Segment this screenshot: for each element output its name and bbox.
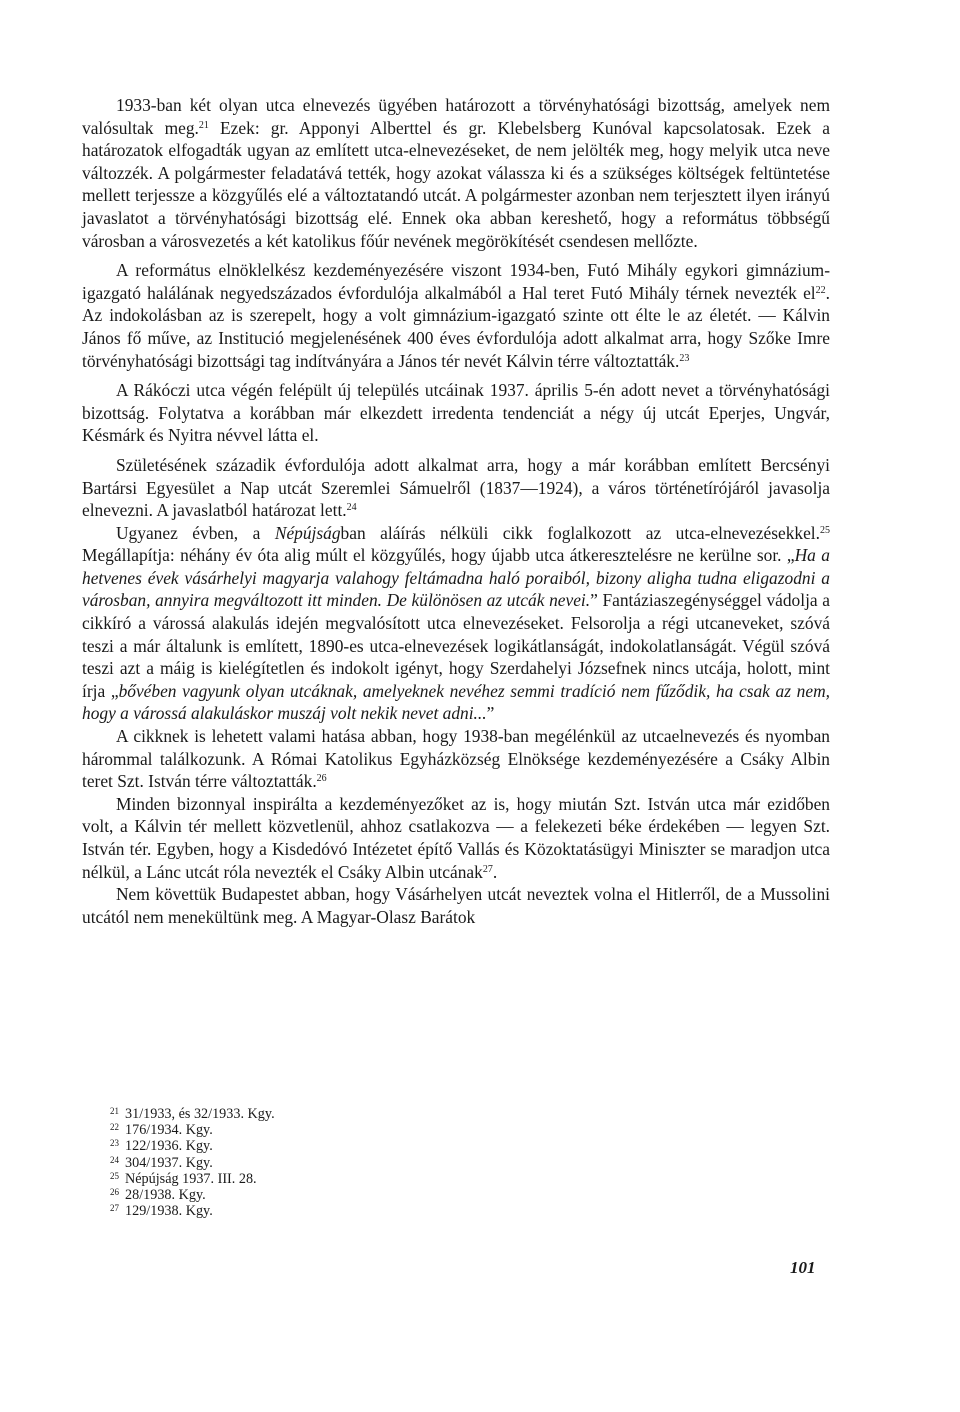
page-number: 101 (790, 1258, 816, 1277)
footnote (110, 1171, 510, 1187)
body-text (82, 94, 830, 928)
footnote-ref: 23 (679, 352, 690, 364)
text-run: Minden bizonnyal inspirálta a kezdeményezőket az is, hogy miután Szt. István utca már ezidőben volt, a Kálvin tér mellett közvetlenül, ahhoz csatlakozva — a felekezeti béke érdekében — legyen Szt. István tér. Egyben, hogy a Kisdedóvó Intézetet építő Vallás és Közoktatásügyi Miniszter se maradjon utca nélkül, a Lánc utcát róla nevezték el Csáky Albin utcának (82, 793, 830, 882)
footnote-ref: 24 (346, 502, 357, 514)
text-run: A cikknek is lehetett valami hatása abban, hogy 1938-ban megélénkül az utcaelnevezés és nyomban hárommal találkozunk. A Római Katolikus Egyházközség Elnöksége kezdeményezésére a Csáky Albin teret Szt. István térre változtatták. (82, 726, 830, 792)
text-run: Születésének századik évfordulója adott alkalmat arra, hogy a már korábban említett Bercsényi Bartársi Egyesület a Nap utcát Szeremlei Sámuelről (1837—1924), a város történetírójáról javasolja elnevezni. A javaslatból határozat lett. (82, 454, 830, 521)
paragraph (82, 379, 830, 447)
footnote-text: 28/1938. Kgy. (125, 1187, 206, 1204)
footnote-number: 23 (110, 1138, 119, 1149)
paragraph (82, 259, 830, 372)
text-run: . (492, 861, 498, 882)
footnote-ref: 25 (820, 524, 830, 536)
footnote (110, 1203, 510, 1219)
text-run: . Az indokolásban az is szerepelt, hogy a volt gimnázium-igazgató szinte ott élte le az életét. — Kálvin János fő műve, az Institució megjelenésének 400 éves évfordulója adott alkalmat arra, hogy Szőke Imre törvényhatósági bizottsági tag indítványára a János tér nevét Kálvin térre változtatták. (82, 282, 830, 371)
paragraph (82, 454, 830, 522)
footnote-text: 304/1937. Kgy. (125, 1154, 213, 1171)
text-run: 1933-ban két olyan utca elnevezés ügyében határozott a törvényhatósági bizottság, amelyek nem valósultak meg. (82, 95, 830, 138)
footnote (110, 1187, 510, 1203)
footnote-number: 22 (110, 1122, 119, 1133)
text-run: Nem követtük Budapestet abban, hogy Vásárhelyen utcát neveztek volna el Hitlerről, de a Mussolini utcától nem menekültünk meg. A Magyar-Olasz Barátok (82, 884, 830, 927)
footnote-number: 25 (110, 1170, 119, 1181)
footnote-text: 176/1934. Kgy. (125, 1122, 213, 1139)
text-run: ” Fantáziaszegénységgel vádolja a cikkíró a várossá alakulás idején megvalósított utca elnevezéseket. Felsorolja a régi utcaneveket, szóvá teszi a már általunk is említett, 1890-es utca-elnevezések logikátlanságát, indokolatlanságát. Végül szóvá teszi azt a máig is kielégítetlen és indokolt igényt, hogy Szerdahelyi Józsefnek nincs utcája, holott, mint írja „ (82, 590, 830, 701)
paragraph (82, 883, 830, 928)
text-run: ” (486, 703, 495, 724)
paragraph (82, 522, 830, 725)
footnote-number: 24 (110, 1154, 119, 1165)
text-run: ban aláírás nélküli cikk foglalkozott az utca-elnevezésekkel. (340, 522, 820, 543)
footnote (110, 1122, 510, 1138)
footnote (110, 1106, 510, 1122)
italic-text: bővében vagyunk olyan utcáknak, amelyeknek nevéhez semmi tradíció nem fűződik, ha csak az nem, hogy a várossá alakuláskor muszáj volt nekik nevet adni... (82, 680, 830, 724)
footnote-text: 129/1938. Kgy. (125, 1203, 213, 1220)
footnote-ref: 22 (815, 284, 826, 296)
paragraph (82, 793, 830, 883)
text-run: Megállapítja: néhány év óta alig múlt el közgyűlés, hogy újabb utca átkeresztelésre ne kerülne sor. „ (82, 545, 795, 566)
text-run: A Rákóczi utca végén felépült új település utcáinak 1937. április 5-én adott nevet a törvényhatósági bizottság. Folytatva a korábban már elkezdett irredenta tendenciát a négy új utcát Eperjes, Ungvár, Késmárk és Nyitra névvel látta el. (82, 380, 830, 446)
footnote-text: Népújság 1937. III. 28. (125, 1170, 257, 1187)
footnote-number: 26 (110, 1187, 119, 1198)
footnote (110, 1138, 510, 1154)
paragraph (82, 94, 830, 252)
footnote-number: 27 (110, 1203, 119, 1214)
footnote-ref: 21 (198, 119, 209, 131)
footnotes (110, 1106, 510, 1219)
footnote-ref: 26 (316, 773, 327, 785)
footnote-ref: 27 (482, 863, 493, 875)
italic-text: Ha a hetvenes évek vásárhelyi magyarja valahogy feltámadna haló poraiból, bizony aligha tudna eligazodni a városban, annyira megváltozott itt minden. De különösen az utcák nevei. (82, 545, 830, 611)
footnote-number: 21 (110, 1106, 119, 1116)
footnote-text: 31/1933, és 32/1933. Kgy. (125, 1106, 275, 1122)
footnote-text: 122/1936. Kgy. (125, 1138, 213, 1155)
paragraph (82, 725, 830, 793)
italic-text: Népújság (274, 522, 341, 543)
text-run: A református elnöklelkész kezdeményezésére viszont 1934-ben, Futó Mihály egykori gimnázium-igazgató halálának negyedszázados évfordulója alkalmából a Hal teret Futó Mihály térnek nevezték el (82, 260, 830, 303)
text-run: Ugyanez évben, a (116, 522, 275, 543)
text-run: Ezek: gr. Apponyi Alberttel és gr. Klebelsberg Kunóval kapcsolatosak. Ezek a határozatok elfogadták ugyan az említett utca-elnevezéseket, de nem jelölték meg, hogy melyik utca neve változzék. A polgármester feladatává tették, hogy azokat válassza ki és a szükséges költségek feltüntetése mellett terjessze a közgyűlés elé a változtatandó utcát. A polgármester azonban nem terjesztett ilyen irányú javaslatot a törvényhatósági bizottság elé. Ennek oka abban kereshető, hogy a református többségű városban a városvezetés a két katolikus főúr nevének megörökítését csendesen mellőzte. (82, 117, 830, 251)
footnote (110, 1155, 510, 1171)
